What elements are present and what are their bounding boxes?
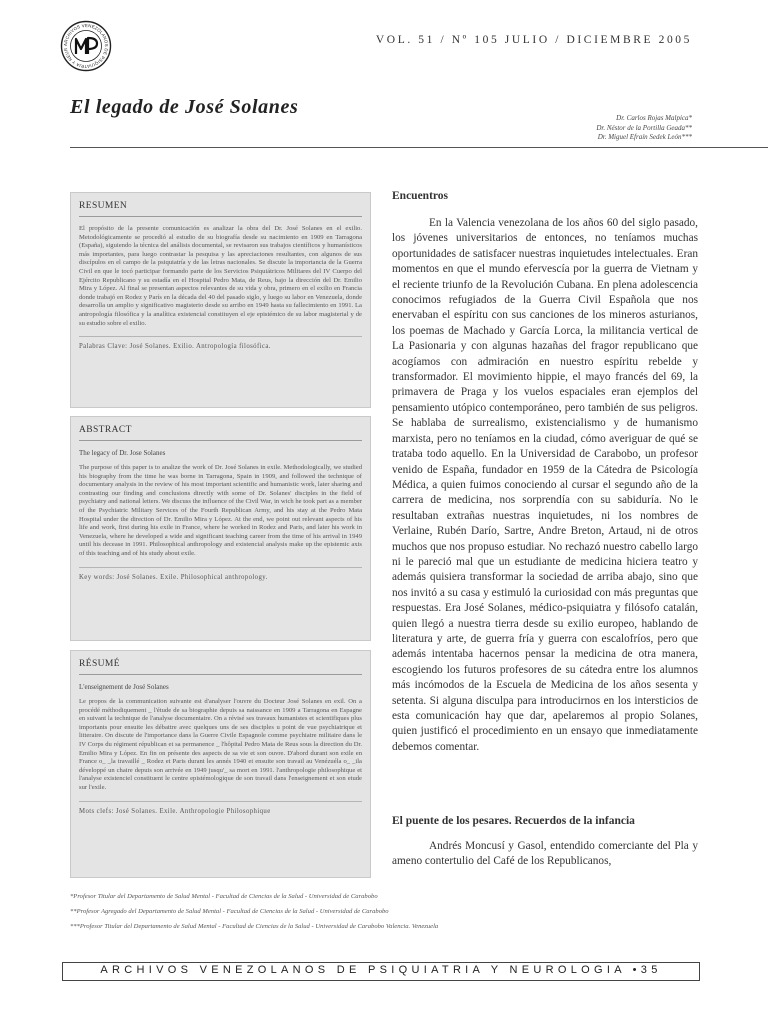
article-title: El legado de José Solanes: [70, 96, 299, 118]
resume-keywords: Mots clefs: José Solanes. Exile. Anthropologie Philosophique: [79, 801, 362, 815]
resume-heading: RÉSUMÉ: [79, 659, 362, 675]
journal-logo-icon: [60, 20, 112, 72]
author-list: [596, 114, 692, 143]
resume-text: Le propos de la communication suivante est d'analyser l'ouvre du Docteur José Solanes en exil. On a procédé méthodiquement _ l'étude de sa biographie depuis sa naissance en 1909 a Tarragona en Espagne en suivant la technique de l'analyse documentaire. On a révisé ses travaux humanistes et scientifiques plus importants pour ensuite les débattre avec quelques uns de ses disciples u point de vue psychiatrique et litteraire. On discute de l'importance dans la Guerre Civile Espagnole comme psychiatre militaire dans le IV Corps du régiment républican et sa permanence _ l'hôpital Pedro Mata de Reus sous la direction du Dr. Emilio Mira y López. En fin on présente des aspects de sa vie et son ouvre. D'abord durant son exile en France o_ _la travaillé _ Rodez et Paris durant les annés 1940 et ensuite son travail au Venézuéla o_ _ila développé un chaire depuis son arrivée en 1949 jusqu'_ sa mort en 1991. l'anthropologie philosophique et l'analyse existenciel constituent le centre epistémologique de son travail dans l'enseignement et son etude sur l'exile.: [79, 698, 362, 791]
abstract-box: [70, 416, 371, 641]
footnotes: [70, 893, 550, 938]
logo-ring-text: ARCHIVOS VENEZOLANOS DE PSIQUIATRIA Y NEUR: [62, 22, 110, 70]
abstract-subtitle: The legacy of Dr. Jose Solanes: [79, 449, 166, 457]
abstract-text: The purpose of this paper is to analize the work of Dr. José Solanes in exile. Methodologically, we studied his biography from the time he was borne in Tarragona, Spain in 1909, and followed the technique of documentary analysis in the review of his most important scientific and humanistic work, later sharing and contrasting our finding and conclusions directly with some of Dr. Solanes' disciples in the field of psychiatry and national letters. We discuss the influence of the Civil War, in wich he took part as a member of the Psychiatric Military Services of the Fourth Republican Army, and his stay at the Pedro Mata Hospital under the direction of Dr. Emilio Mira y López. At the end, we point out relevant aspects of his life and work, first during his exile in France, where he worked in Rodez and Paris, and later his work in Venezuela, where he developed a wide and significant teaching career from the time of his arrival in 1949 until his decease in 1991. Philosophical anthropology and existencial analysis make up the epistemic axis of this teaching and of his study about exile.: [79, 464, 362, 557]
abstract-heading: ABSTRACT: [79, 425, 362, 441]
resumen-box: [70, 192, 371, 408]
resume-subtitle: L'enseignement de José Solanes: [79, 683, 169, 691]
resume-box: [70, 650, 371, 878]
resumen-heading: RESUMEN: [79, 201, 362, 217]
section-title-puente: El puente de los pesares. Recuerdos de la infancia: [392, 815, 635, 827]
abstract-keywords: Key words: José Solanes. Exile. Philosophical anthropology.: [79, 567, 362, 581]
author-name: Dr. Carlos Rojas Malpica*: [616, 114, 692, 122]
section-body-encuentros: En la Valencia venezolana de los años 60 del siglo pasado, los jóvenes universitarios de entonces, no teníamos muchas oportunidades de satisfacer nuestras inquietudes intelectuales. Eran momentos en que el mundo efervescía por la guerra de Vietnam y el reciente triunfo de la Revolución Cubana. En plena adolescencia conocimos refugiados de la Guerra Civil Española que nos enervaban el espíritu con sus canciones de los mineros asturianos, los poemas de Machado y García Lorca, la militancia vertical de La Pasionaria y con algunas hazañas del fragor republicano que acogíamos con admiración en nuestro espíritu rebelde y transformador. El movimiento hippie, el mayo francés del 69, la primavera de Praga y los vuelos espaciales eran ejemplos del pensamiento utópico contemporáneo, pero también de sus peligros. Se hablaba de surrealismo, existencialismo y de humanismo marxista, pero no teníamos en la ciudad, cómo averiguar de qué se trataba todo aquello. En la Universidad de Carabobo, un profesor venido de España, fundador en 1959 de la Cátedra de Psicología Médica, a quien fuimos conociendo al cursar el segundo año de la carrera de medicina, nos sorprendía con su sabiduría. No le resultaban extrañas nuestras inquietudes, ni los nombres de Verlaine, Rubén Darío, Sartre, Andre Breton, Artaud, ni de otros muchos que nos propuso estudiar. No rechazó nuestro cabello largo ni le pareció mal que un estudiante de medicina hiciera teatro y además quisiera transformar la sociedad de arriba abajo, sino que nos invitó a su casa y estimuló la curiosidad con más preguntas que respuestas. Era José Solanes, médico-psiquiatra y filósofo catalán, quien llegó a nuestra tierra desde su exilio europeo, hablando de literatura y arte, de guerra fría y guerra con escalofríos, pero que además intentaba hacernos pensar la medicina de otra manera, escogiendo los futuros profesores de su cátedra entre los alumnos más incómodos de la Escuela de Medicina de los años sesenta y setenta. Si alguna disculpa para introducirnos en los intersticios de esta comunicación hay que dar, apelaremos al propio Solanes, quien justificó el procedimiento en un ensayo que inmediatamente debemos comentar.: [392, 217, 698, 753]
resumen-keywords: Palabras Clave: José Solanes. Exilio. Antropología filosófica.: [79, 336, 362, 350]
footnote: ***Profesor Titular del Departamento de Salud Mental - Facultad de Ciencias de la Salud - Universidad de Carabobo Valencia. Venezuela: [70, 923, 439, 930]
footnote: **Profesor Agregado del Departamento de Salud Mental - Facultad de Ciencias de la Salud - Universidad de Carabobo: [70, 908, 389, 915]
section-title-encuentros: Encuentros: [392, 190, 449, 202]
footnote: *Profesor Titular del Departamento de Salud Mental - Facultad de Ciencias de la Salud - Universidad de Carabobo: [70, 893, 378, 900]
issue-info: VOL. 51 / Nº 105 JULIO / DICIEMBRE 2005: [375, 34, 692, 46]
footer-journal-name: ARCHIVOS VENEZOLANOS DE PSIQUIATRIA Y NEUROLOGIA •35: [100, 964, 662, 976]
title-divider: [70, 147, 768, 148]
page-footer: [62, 962, 700, 981]
resumen-text: El propósito de la presente comunicación es analizar la obra del Dr. José Solanes en el exilio. Metodológicamente se procedió al estudio de su biografía desde su nacimiento en 1909 en Tarragona (España), siguiendo la técnica del análisis documental, se revisaron sus trabajos científicos y humanísticos más importantes, para luego contrastar la pesquisa y las apreciaciones resultantes, con algunos de sus discípulos en el campo de la psiquiatría y de las letras nacionales. Se discute la importancia de la Guerra Civil en que le tocó participar formando parte de los Servicios Psiquiátricos Militares del IV Cuerpo del Ejército Republicano y su estadía en el Hospital Pedro Mata, de Reus, bajo la dirección del Dr. Emilio Mira y López. Al final se presentan aspectos relevantes de su vida y obra, primero en el exilio en Francia donde trabajó en Rodez y París en la década del 40 del pasado siglo, y luego su labor en Venezuela, donde desarrolla un amplio y significativo magisterio desde su arribo en 1949 hasta su fallecimiento en 1991. La antropología filosófica y la analítica existencial constituyen el eje epistémico de su labor magisterial y de su estudio sobre el exilio.: [79, 225, 362, 327]
section-body-puente: Andrés Moncusí y Gasol, entendido comerciante del Pla y ameno contertulio del Café de los Republicanos,: [392, 840, 698, 868]
author-name: Dr. Miguel Efraín Sedek León***: [597, 133, 692, 141]
author-name: Dr. Néstor de la Portilla Geada**: [596, 123, 692, 132]
